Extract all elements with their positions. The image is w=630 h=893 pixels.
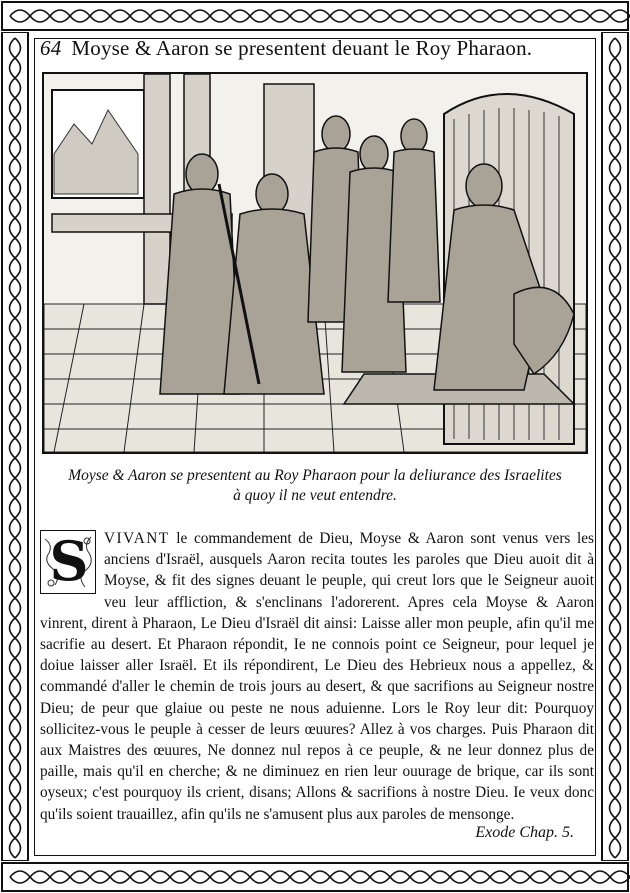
drop-cap-initial <box>40 530 96 594</box>
ornamental-border-right <box>600 32 630 861</box>
caption-line-2: à quoy il ne veut entendre. <box>233 487 397 504</box>
caption-line-1: Moyse & Aaron se presentent au Roy Pharaon pour la deliurance des Israelites <box>68 467 562 484</box>
page-number: 64 <box>40 36 62 60</box>
woodcut-illustration-icon <box>42 72 588 454</box>
scripture-reference: Exode Chap. 5. <box>475 824 574 841</box>
lead-word: VIVANT <box>104 530 170 547</box>
ornamental-border-top <box>0 0 630 32</box>
page-title: Moyse & Aaron se presentent deuant le Roy Pharaon. <box>71 36 533 60</box>
body-paragraph <box>40 528 594 825</box>
ornamental-border-bottom <box>0 861 630 893</box>
drop-cap-letter: S <box>49 529 89 593</box>
body-text: le commandement de Dieu, Moyse & Aaron sont venus vers les anciens d'Israël, ausquels Aaron recita toutes les paroles que Dieu auoit dit à Moyse, & fit des signes deuant le peuple, qui creut lors que le Seigneur auoit veu leur affliction, & s'enclinans l'adorerent. Apres cela Moyse & Aaron vinrent, dirent à Pharaon, Le Dieu d'Israël dit ainsi: Laisse aller mon peuple, afin qu'il me sacrifie au desert. Et Pharaon répondit, Ie ne connois point ce Seigneur, pour lequel je doiue laisser aller Israël. Et ils répondirent, Le Dieu des Hebrieux nous a appellez, & commandé d'aller le chemin de trois jours au desert, & que sacrifions au Seigneur nostre Dieu; de peur que glaiue ou peste ne nous aduienne. Lors le Roy leur dit: Pourquoy sollicitez-vous le peuple à cesser de leurs œuures? Allez à vos charges. Puis Pharaon dit aux Maistres des œuures, Ne donnez nul repos à ce peuple, & ne leur donnez plus de paille, mais qu'il en cherche; & ne diminuez en rien leur ouurage de brique, car ils sont oyseux; c'est pourquoy ils crient, disans; Allons & sacrifions à nostre Dieu. Ie veux donc qu'ils soient trauaillez, afin qu'ils ne s'amusent plus aux paroles de mensonge. <box>40 530 594 823</box>
page-header <box>40 36 592 66</box>
illustration-caption <box>60 466 570 506</box>
ornamental-border-left <box>0 32 30 861</box>
